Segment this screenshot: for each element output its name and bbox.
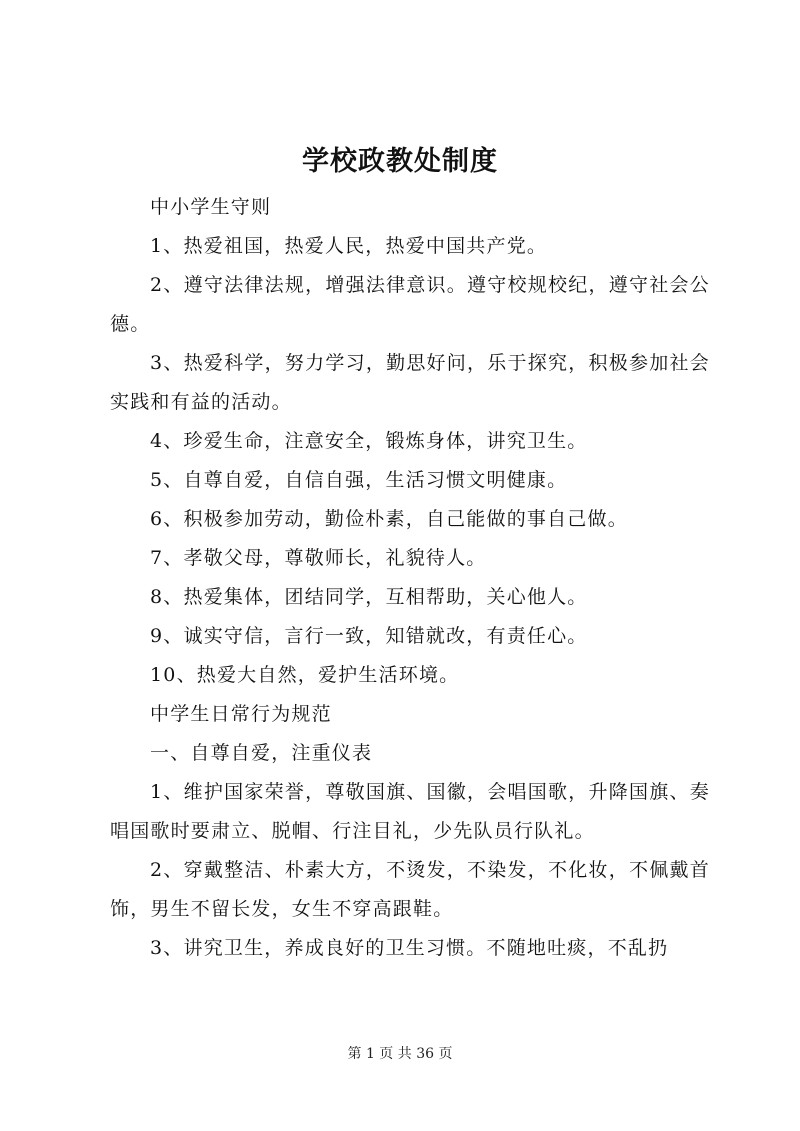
rule-item: 1、维护国家荣誉，尊敬国旗、国徽，会唱国歌，升降国旗、奏唱国歌时要肃立、脱帽、行注目礼，少先队员行队礼。 (110, 781, 710, 842)
section-heading: 中学生日常行为规范 (150, 703, 332, 725)
page-footer: 第 1 页 共 36 页 (347, 1046, 453, 1062)
rule-item: 4、珍爱生命，注意安全，锻炼身体，讲究卫生。 (150, 430, 588, 452)
rule-item: 3、热爱科学，努力学习，勤思好问，乐于探究，积极参加社会实践和有益的活动。 (110, 352, 710, 413)
rule-item: 6、积极参加劳动，勤俭朴素，自己能做的事自己做。 (150, 508, 628, 530)
rule-item: 9、诚实守信，言行一致，知错就改，有责任心。 (150, 625, 588, 647)
rule-item: 2、遵守法律法规，增强法律意识。遵守校规校纪，遵守社会公德。 (110, 274, 710, 335)
section-heading: 中小学生守则 (150, 196, 272, 218)
rule-item: 7、孝敬父母，尊敬师长，礼貌待人。 (150, 547, 487, 569)
rule-item: 5、自尊自爱，自信自强，生活习惯文明健康。 (150, 469, 568, 491)
rule-item: 1、热爱祖国，热爱人民，热爱中国共产党。 (150, 235, 548, 257)
document-body (110, 188, 710, 968)
subsection-heading: 一、自尊自爱，注重仪表 (150, 742, 373, 764)
rule-item: 2、穿戴整洁、朴素大方，不烫发，不染发，不化妆，不佩戴首饰，男生不留长发，女生不穿高跟鞋。 (110, 859, 710, 920)
document-title: 学校政教处制度 (302, 146, 498, 177)
rule-item: 8、热爱集体，团结同学，互相帮助，关心他人。 (150, 586, 588, 608)
rule-item: 3、讲究卫生，养成良好的卫生习惯。不随地吐痰，不乱扔 (150, 937, 669, 959)
rule-item: 10、热爱大自然，爱护生活环境。 (150, 664, 460, 686)
